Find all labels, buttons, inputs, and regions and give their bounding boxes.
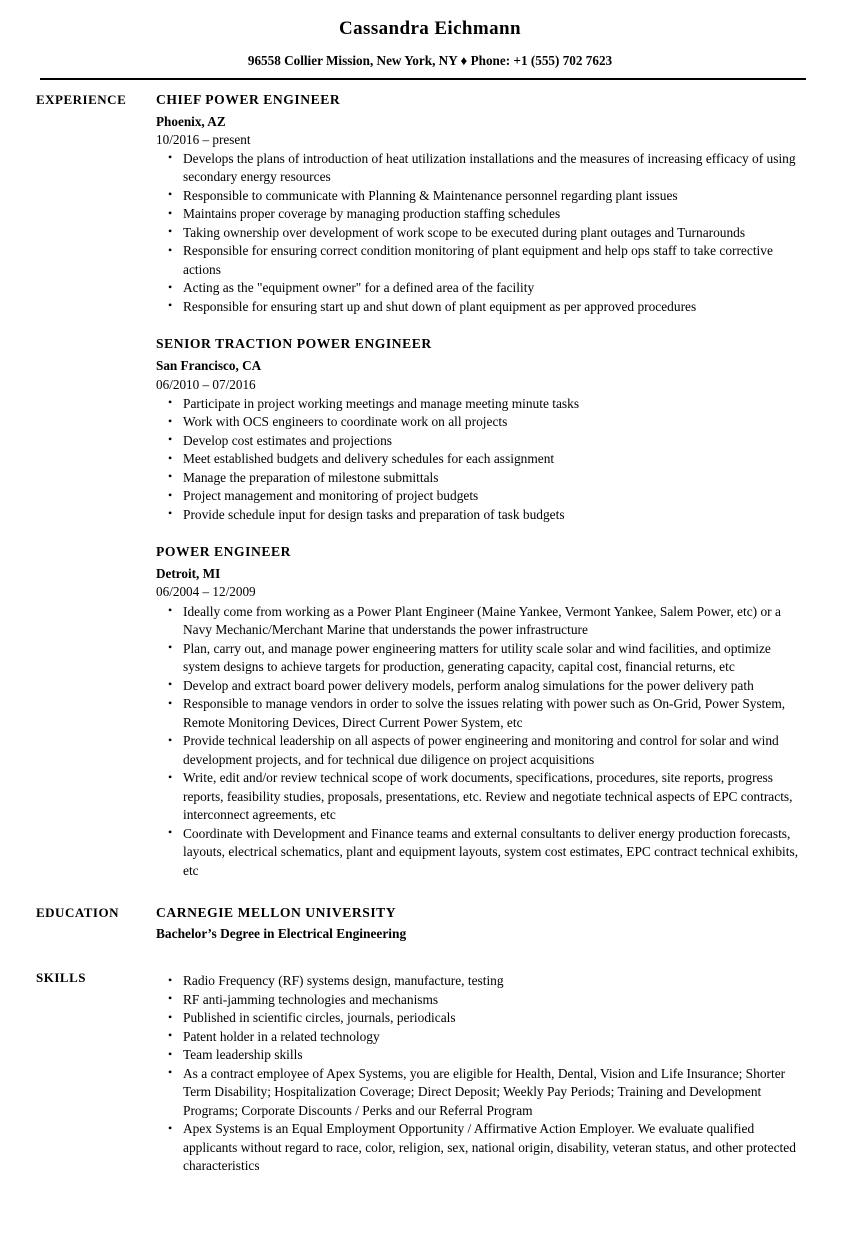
job-bullet-list: [156, 395, 806, 525]
candidate-name: Cassandra Eichmann: [339, 18, 521, 39]
bullet-item: • Acting as the "equipment owner" for a defined area of the facility: [156, 279, 806, 298]
bullet-item: • Develop and extract board power delivery models, perform analog simulations for the power delivery path: [156, 677, 806, 696]
job-title: SENIOR TRACTION POWER ENGINEER: [156, 336, 432, 352]
bullet-item: • Project management and monitoring of project budgets: [156, 487, 806, 506]
bullet-item: • Radio Frequency (RF) systems design, manufacture, testing: [156, 972, 806, 991]
bullet-item: • Team leadership skills: [156, 1046, 806, 1065]
bullet-item: • Provide schedule input for design tasks and preparation of task budgets: [156, 506, 806, 525]
bullet-item: • Patent holder in a related technology: [156, 1028, 806, 1047]
job-bullet-list: [156, 150, 806, 317]
job-dates: 10/2016 – present: [156, 131, 251, 147]
skills-bullet-list: [156, 972, 806, 1176]
bullet-item: • Responsible to manage vendors in order to solve the issues relating with power such as On-Grid, Power System, Remote Monitoring Devices, Direct Current Power System, etc: [156, 695, 806, 732]
bullet-item: • Work with OCS engineers to coordinate work on all projects: [156, 413, 806, 432]
job-location: San Francisco, CA: [156, 358, 262, 374]
job-location: Detroit, MI: [156, 566, 221, 582]
bullet-item: • Manage the preparation of milestone submittals: [156, 469, 806, 488]
job-title: CHIEF POWER ENGINEER: [156, 91, 341, 107]
education-school: CARNEGIE MELLON UNIVERSITY: [156, 905, 397, 921]
section-skills: [0, 970, 860, 1176]
job-dates: 06/2004 – 12/2009: [156, 584, 256, 600]
experience-body: [156, 92, 860, 880]
skills-body: [156, 970, 860, 1176]
section-experience: [0, 92, 860, 880]
bullet-item: • Published in scientific circles, journals, periodicals: [156, 1009, 806, 1028]
section-education: [0, 905, 860, 942]
bullet-item: • Responsible for ensuring correct condition monitoring of plant equipment and help ops staff to take corrective actions: [156, 242, 806, 279]
job-title: POWER ENGINEER: [156, 544, 291, 560]
section-label-education: EDUCATION: [36, 905, 119, 921]
job-entry: [156, 544, 806, 880]
bullet-item: • Apex Systems is an Equal Employment Opportunity / Affirmative Action Employer. We evaluate qualified applicants without regard to race, color, religion, sex, national origin, disability, veteran status, and other protected characteristics: [156, 1120, 806, 1176]
job-bullet-list: [156, 603, 806, 881]
bullet-item: • Maintains proper coverage by managing production staffing schedules: [156, 205, 806, 224]
education-degree: Bachelor’s Degree in Electrical Engineering: [156, 926, 407, 942]
job-entry: [156, 336, 806, 524]
section-label-experience: EXPERIENCE: [36, 91, 127, 107]
bullet-item: • Responsible for ensuring start up and shut down of plant equipment as per approved procedures: [156, 298, 806, 317]
bullet-item: • Develops the plans of introduction of heat utilization installations and the measures of increasing efficacy of using secondary energy resources: [156, 150, 806, 187]
section-label-skills: SKILLS: [36, 970, 86, 986]
bullet-item: • Taking ownership over development of work scope to be executed during plant outages and Turnarounds: [156, 224, 806, 243]
job-entry: [156, 92, 806, 317]
bullet-item: • Ideally come from working as a Power Plant Engineer (Maine Yankee, Vermont Yankee, Salem Power, etc) or a Navy Mechanic/Merchant Marine that understands the power infrastructure: [156, 603, 806, 640]
bullet-item: • Meet established budgets and delivery schedules for each assignment: [156, 450, 806, 469]
header-divider: [40, 78, 806, 80]
bullet-item: • Provide technical leadership on all aspects of power engineering and monitoring and control for solar and wind development projects, and for technical due diligence on project acquisitions: [156, 732, 806, 769]
job-dates: 06/2010 – 07/2016: [156, 376, 256, 392]
bullet-item: • Participate in project working meetings and manage meeting minute tasks: [156, 395, 806, 414]
education-body: [156, 905, 860, 942]
bullet-item: • Responsible to communicate with Planning & Maintenance personnel regarding plant issues: [156, 187, 806, 206]
resume-header: [0, 0, 860, 80]
bullet-item: • Plan, carry out, and manage power engineering matters for utility scale solar and wind facilities, and optimize system designs to achieve targets for production, generating capacity, capital cost, financial returns, etc: [156, 640, 806, 677]
bullet-item: • As a contract employee of Apex Systems, you are eligible for Health, Dental, Vision and Life Insurance; Shorter Term Disability; Hospitalization Coverage; Direct Deposit; Weekly Pay Periods; Training and Development Programs; Corporate Discounts / Perks and our Referral Program: [156, 1065, 806, 1121]
bullet-item: • Write, edit and/or review technical scope of work documents, specifications, procedures, site reports, progress reports, feasibility studies, proposals, presentations, etc. Review and negotiate technical aspects of EPC contracts, interconnect agreements, etc: [156, 769, 806, 825]
contact-line: 96558 Collier Mission, New York, NY ♦ Phone: +1 (555) 702 7623: [247, 52, 613, 68]
bullet-item: • RF anti-jamming technologies and mechanisms: [156, 991, 806, 1010]
job-location: Phoenix, AZ: [156, 113, 226, 129]
bullet-item: • Coordinate with Development and Finance teams and external consultants to deliver energy production forecasts, layouts, electrical schematics, plant and equipment layouts, system cost estimates, EPC contract technical exhibits, etc: [156, 825, 806, 881]
bullet-item: • Develop cost estimates and projections: [156, 432, 806, 451]
